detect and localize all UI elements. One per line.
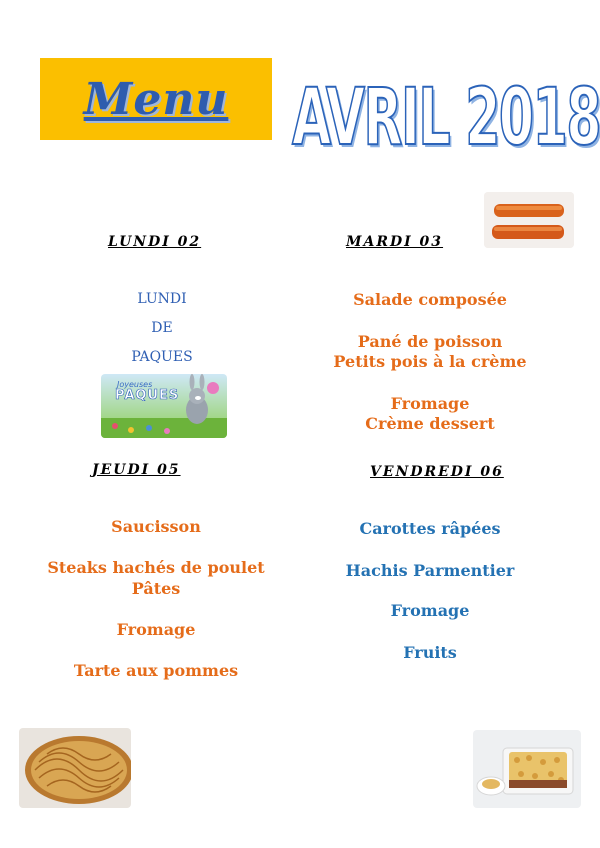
day-header-tuesday: MARDI 03 <box>346 234 444 250</box>
easter-banner-subtext: Joyeuses <box>117 380 153 389</box>
monday-line-1: LUNDI <box>137 291 187 307</box>
friday-item-3: Fromage <box>390 601 470 620</box>
menu-title: Menu <box>83 73 229 125</box>
tuesday-item-2: Pané de poisson <box>357 332 503 351</box>
fish-sticks-photo <box>484 192 574 248</box>
easter-banner-text: PAQUES <box>115 388 180 403</box>
tuesday-item-4: Fromage <box>390 394 470 413</box>
friday-item-4: Fruits <box>403 643 457 662</box>
monday-line-3: PAQUES <box>131 349 193 365</box>
easter-banner-image <box>101 374 227 438</box>
day-header-thursday: JEUDI 05 <box>92 462 181 478</box>
thursday-item-2: Steaks hachés de poulet <box>47 558 265 577</box>
tuesday-item-3: Petits pois à la crème <box>333 352 527 371</box>
thursday-item-1: Saucisson <box>111 517 201 536</box>
hachis-parmentier-photo <box>473 730 581 808</box>
thursday-item-5: Tarte aux pommes <box>73 661 239 680</box>
thursday-item-4: Fromage <box>116 620 196 639</box>
day-header-monday: LUNDI 02 <box>108 234 202 250</box>
day-header-friday: VENDREDI 06 <box>370 464 504 480</box>
monday-line-2: DE <box>151 320 173 336</box>
month-title: AVRIL 2018 <box>292 73 600 163</box>
thursday-item-3: Pâtes <box>131 579 181 598</box>
friday-item-1: Carottes râpées <box>359 519 501 538</box>
menu-title-box <box>40 58 272 140</box>
friday-item-2: Hachis Parmentier <box>345 561 515 580</box>
tuesday-item-1: Salade composée <box>353 290 507 309</box>
apple-tart-photo <box>19 728 131 808</box>
tuesday-item-5: Crème dessert <box>365 414 495 433</box>
